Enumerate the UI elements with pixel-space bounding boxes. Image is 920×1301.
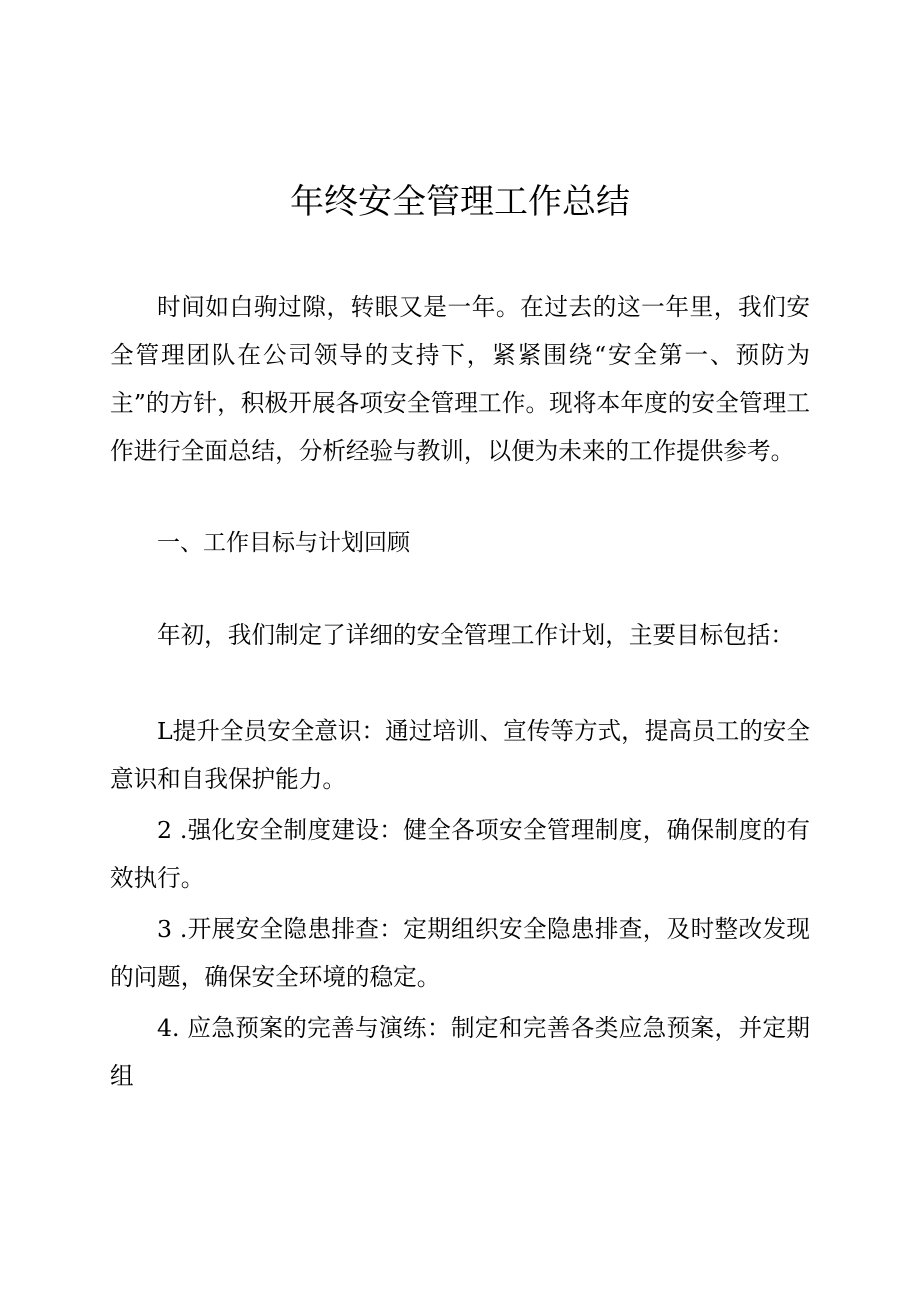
- goal-item-2: 2 .强化安全制度建设：健全各项安全管理制度，确保制度的有效执行。: [110, 816, 810, 892]
- goal-item-3: 3 .开展安全隐患排查：定期组织安全隐患排查，及时整改发现的问题，确保安全环境的稳定。: [110, 915, 810, 991]
- document-title: 年终安全管理工作总结: [290, 182, 630, 222]
- section-lead-paragraph: 年初，我们制定了详细的安全管理工作计划，主要目标包括：: [157, 621, 795, 649]
- goal-item-1: L提升全员安全意识：通过培训、宣传等方式，提高员工的安全意识和自我保护能力。: [110, 717, 810, 793]
- goal-item-4: 4. 应急预案的完善与演练：制定和完善各类应急预案，并定期组: [110, 1014, 810, 1090]
- section-heading: 一、工作目标与计划回顾: [157, 530, 410, 556]
- intro-paragraph: 时间如白驹过隙，转眼又是一年。在过去的这一年里，我们安全管理团队在公司领导的支持下，紧紧围绕“安全第一、预防为主”的方针，积极开展各项安全管理工作。现将本年度的安全管理工作进行全面总结，分析经验与教训，以便为未来的工作提供参考。: [110, 293, 810, 465]
